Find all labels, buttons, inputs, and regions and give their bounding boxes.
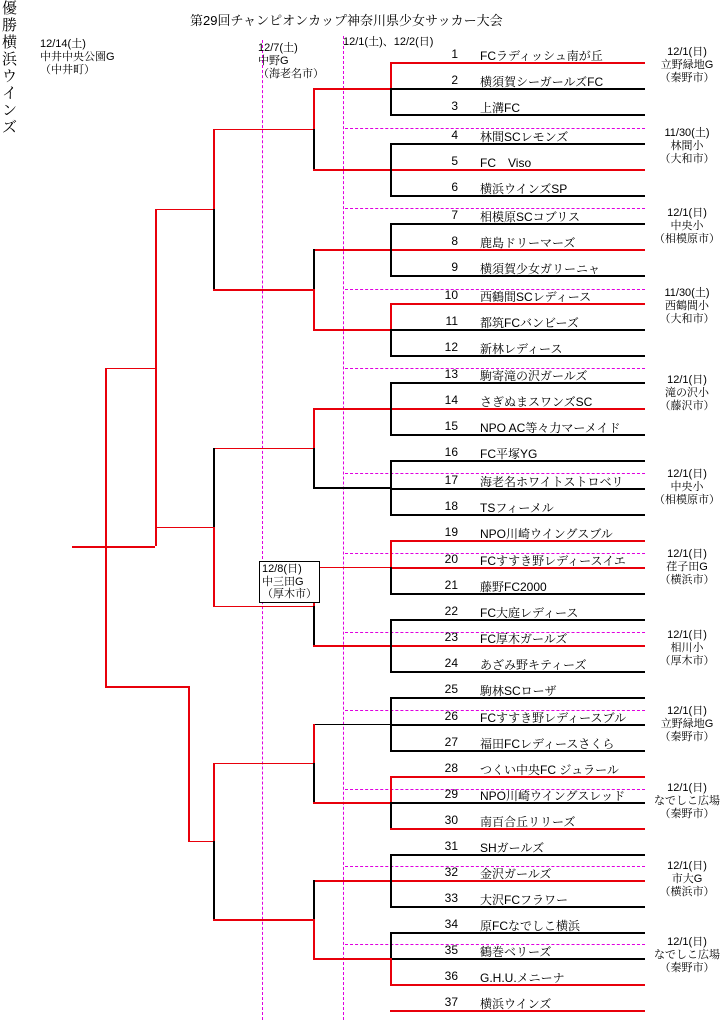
team-name: 相模原SCコブリス [480,210,580,224]
venue-line: （秦野市） [659,731,715,743]
bracket-line-h [313,329,390,331]
team-number: 21 [444,578,458,592]
venue-label [650,374,724,413]
venue-line: なでしこ広場 [654,949,720,961]
team-number: 32 [444,865,458,879]
bracket-line-h [313,88,390,90]
date-line: 12/1(土)、12/2(日) [343,36,434,48]
team-name: 鶴巻ベリーズ [480,945,552,959]
bracket-line-v [313,724,315,763]
date-line: 中野G [258,55,289,67]
bracket-line-h [213,763,313,765]
bracket-line-h [313,880,390,882]
date-line: 中井中央公園G [40,51,115,63]
round-divider [262,40,263,1020]
venue-line: 市大G [671,873,703,885]
venue-line: （秦野市） [659,962,715,974]
bracket-line-v [105,368,107,686]
venue-line: 11/30(土) [664,287,710,299]
bracket-line-v [390,540,392,567]
team-number: 2 [451,73,458,87]
venue-line: 中央小 [670,220,704,232]
team-name: G.H.U.メニーナ [480,971,565,985]
venue-line: 12/1(日) [667,46,707,58]
bracket-line-h [105,686,188,688]
date-line: （中井町） [40,64,95,76]
venue-line: （大和市） [659,313,715,325]
team-name: 福田FCレディースさくら [480,737,615,751]
date-line: 中三田G [262,575,304,588]
team-number: 5 [451,154,458,168]
venue-line: なでしこ広場 [654,795,720,807]
team-number: 3 [451,99,458,113]
bracket-line-h [72,546,105,548]
bracket-line-h [188,841,213,843]
bracket-line-v [313,919,315,958]
team-number: 20 [444,552,458,566]
team-number: 15 [444,419,458,433]
team-number: 11 [445,314,458,328]
team-name: 横須賀少女ガリーニャ [480,262,601,276]
team-name: 駒林SCローザ [480,684,557,698]
team-name: 大沢FCフラワー [480,893,568,907]
team-number: 14 [444,393,458,407]
venue-label [650,629,724,668]
bracket-line-v [390,303,392,329]
bracket-line-v [213,527,215,606]
bracket-line-h [213,129,313,131]
venue-label [650,468,724,507]
champion-char-2: 横 [1,34,18,51]
team-name: FCすすき野レディースイエ [480,554,626,568]
team-name: 駒寄滝の沢ガールズ [480,369,588,383]
venue-line: （大和市） [659,153,715,165]
team-number: 18 [444,499,458,513]
team-number: 35 [444,943,458,957]
venue-line: 相川小 [670,642,704,654]
bracket-line-h [313,169,390,171]
date-line: 12/7(土) [258,42,298,54]
team-number: 10 [444,288,458,302]
date-line: （海老名市） [258,68,324,80]
team-name: 横浜ウインズ [480,997,552,1011]
round-divider [343,36,344,1020]
team-name: 南百合丘リリーズ [480,815,576,829]
team-name: 鹿島ドリーマーズ [480,236,576,250]
bracket-line-h [213,919,313,921]
team-name: つくい中央FC ジュラール [480,763,619,777]
venue-label [650,207,724,246]
bracket-line-v [155,460,157,546]
venue-line: 西鶴間小 [665,300,709,312]
venue-line: （相模原市） [654,494,720,506]
team-name: SHガールズ [480,841,545,855]
team-name: FCラディッシュ南が丘 [480,49,603,63]
champion-char-3: 浜 [1,51,18,68]
team-name: 林間SCレモンズ [480,130,569,144]
team-number: 27 [444,735,458,749]
venue-line: （厚木市） [659,655,715,667]
champion-label [0,0,20,136]
team-number: 36 [444,969,458,983]
team-name: 海老名ホワイトストロベリ [480,475,624,489]
bracket-line-h [213,606,313,608]
date-line: 12/8(日) [262,563,302,575]
bracket-line-h [105,546,155,548]
champion-char-1: 勝 [1,17,18,34]
team-name: あざみ野キティーズ [480,658,587,672]
venue-line: 中央小 [670,481,704,493]
team-number: 12 [444,340,458,354]
date-line: （厚木市） [262,588,317,600]
team-number: 37 [444,995,458,1009]
team-name: 上溝FC [480,101,520,115]
team-number: 31 [444,839,458,853]
team-number: 33 [444,891,458,905]
team-number: 17 [444,473,458,487]
date-line: 12/14(土) [40,38,86,50]
team-number: 13 [444,367,458,381]
team-name: 原FCなでしこ横浜 [480,919,580,933]
bracket-line-v [390,460,392,514]
venue-line: 立野緑地G [660,59,714,71]
team-name: TSフィーメル [480,501,554,515]
team-name: FC平塚YG [480,447,538,461]
venue-line: （相模原市） [654,233,720,245]
venue-line: 12/1(日) [667,936,707,948]
bracket-line-v [313,289,315,329]
venue-line: 12/1(日) [667,705,707,717]
bracket-line-h [155,527,213,529]
champion-char-5: イ [1,85,18,102]
team-name: さぎぬまスワンズSC [480,395,593,409]
team-number: 28 [444,761,458,775]
bracket-line-h [313,724,390,726]
venue-line: 立野緑地G [660,718,714,730]
venue-line: 12/1(日) [667,782,707,794]
team-name: FCすすき野レディースブル [480,711,627,725]
bracket-line-h [313,408,390,410]
third-round-date-venue [259,561,320,603]
venue-label [650,782,724,821]
venue-line: 12/1(日) [667,374,707,386]
venue-line: 12/1(日) [667,860,707,872]
venue-line: 12/1(日) [667,548,707,560]
bracket-line-h [313,645,390,647]
team-number: 9 [451,260,458,274]
bracket-line-v [313,88,315,129]
bracket-line-h [213,448,313,450]
team-number: 25 [444,682,458,696]
team-name: 西鶴間SCレディース [480,290,592,304]
team-number: 22 [444,604,458,618]
bracket-line-h [155,209,213,211]
semifinal-date-venue [258,42,324,81]
bracket-line-v [213,129,215,209]
champion-char-7: ズ [1,119,18,136]
venue-line: 12/1(日) [667,207,707,219]
team-number: 26 [444,709,458,723]
champion-char-0: 優 [1,0,18,17]
venue-line: （横浜市） [659,886,715,898]
champion-char-4: ウ [1,68,18,85]
team-name: NPO川崎ウイングスブル [480,527,613,541]
bracket-line-h [313,567,390,569]
venue-line: 荏子田G [666,561,708,573]
bracket-line-v [313,408,315,448]
bracket-line-v [390,776,392,802]
bracket-line-v [390,854,392,906]
champion-char-6: ン [1,102,18,119]
venue-line: （横浜市） [659,574,715,586]
team-name: NPO川崎ウイングスレッド [480,789,626,803]
bracket-line-v [188,686,190,841]
venue-label [650,936,724,975]
venue-line: 11/30(土) [664,127,710,139]
bracket-line-h [313,802,390,804]
venue-line: 林間小 [670,140,704,152]
venue-label [650,705,724,744]
bracket-line-h [313,958,390,960]
team-name: FC Viso [480,156,532,170]
bracket-line-h [213,289,313,291]
venue-line: （秦野市） [659,72,715,84]
bracket-line-v [390,223,392,275]
bracket-line-v [390,62,392,88]
team-name: FC厚木ガールズ [480,632,568,646]
team-number: 29 [444,787,458,801]
venue-label [650,287,724,326]
team-name: FC大庭レディース [480,606,579,620]
venue-label [650,46,724,85]
page-title: 第29回チャンピオンカップ神奈川県少女サッカー大会 [190,13,503,28]
team-number: 7 [451,208,458,222]
team-name: 藤野FC2000 [480,580,547,594]
venue-line: （秦野市） [659,808,715,820]
team-name: 横浜ウインズSP [480,182,568,196]
team-name: 金沢ガールズ [480,867,552,881]
team-number: 1 [451,47,458,61]
venue-line: （藤沢市） [659,400,715,412]
team-number: 19 [444,525,458,539]
venue-line: 滝の沢小 [665,387,709,399]
bracket-line-h [313,487,390,489]
venue-label [650,860,724,899]
bracket-line-v [390,619,392,671]
bracket-line-v [390,143,392,195]
team-number: 8 [451,234,458,248]
team-number: 24 [444,656,458,670]
team-name: NPO AC等々力マーメイド [480,421,621,435]
team-number: 23 [444,630,458,644]
first-round-dates [343,36,433,49]
bracket-line-v [213,763,215,841]
team-name: 新林レディース [480,342,563,356]
team-number: 30 [444,813,458,827]
team-name: 横須賀シーガールズFC [480,75,604,89]
team-number: 4 [451,128,458,142]
bracket-line-v [390,958,392,984]
venue-line: 12/1(日) [667,629,707,641]
team-number: 6 [451,180,458,194]
team-number: 16 [444,445,458,459]
venue-label [650,127,724,166]
bracket-line-h [105,368,155,370]
bracket-line-v [390,697,392,750]
team-number: 34 [444,917,458,931]
venue-label [650,548,724,587]
team-name: 都筑FCバンビーズ [480,316,579,330]
final-date-venue [40,38,115,77]
bracket-line-v [390,382,392,434]
bracket-line-h [313,249,390,251]
venue-line: 12/1(日) [667,468,707,480]
